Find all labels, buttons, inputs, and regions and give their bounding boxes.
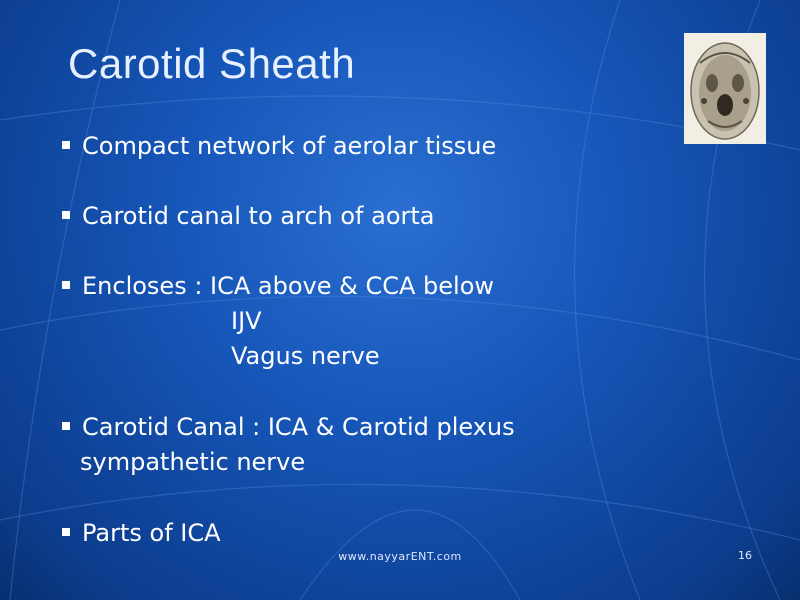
continuation-ijv: IJV: [231, 307, 262, 335]
bullet-text: Parts of ICA: [82, 519, 221, 547]
page-number: 16: [738, 549, 752, 562]
bullet-carotid-canal-to-aorta: [62, 201, 435, 231]
bullet-text: Carotid canal to arch of aorta: [82, 202, 435, 230]
footer-url: www.nayyarENT.com: [338, 550, 462, 563]
bullet-carotid-canal-contents: [62, 412, 515, 442]
bullet-text: Carotid Canal : ICA & Carotid plexus: [82, 413, 515, 441]
bullet-marker: [62, 141, 70, 149]
bullet-compact-network: [62, 131, 496, 161]
bullet-encloses: [62, 271, 494, 301]
bullet-marker: [62, 528, 70, 536]
bullet-marker: [62, 422, 70, 430]
continuation-vagus-nerve: Vagus nerve: [231, 342, 380, 370]
slide-title: Carotid Sheath: [68, 40, 356, 87]
bullet-parts-of-ica: [62, 518, 221, 548]
bullet-marker: [62, 281, 70, 289]
skull-base-image: [684, 33, 766, 144]
bullet-marker: [62, 211, 70, 219]
bullet-text: Encloses : ICA above & CCA below: [82, 272, 495, 300]
bullet-text: Compact network of aerolar tissue: [82, 132, 497, 160]
continuation-sympathetic-nerve: sympathetic nerve: [80, 448, 306, 476]
